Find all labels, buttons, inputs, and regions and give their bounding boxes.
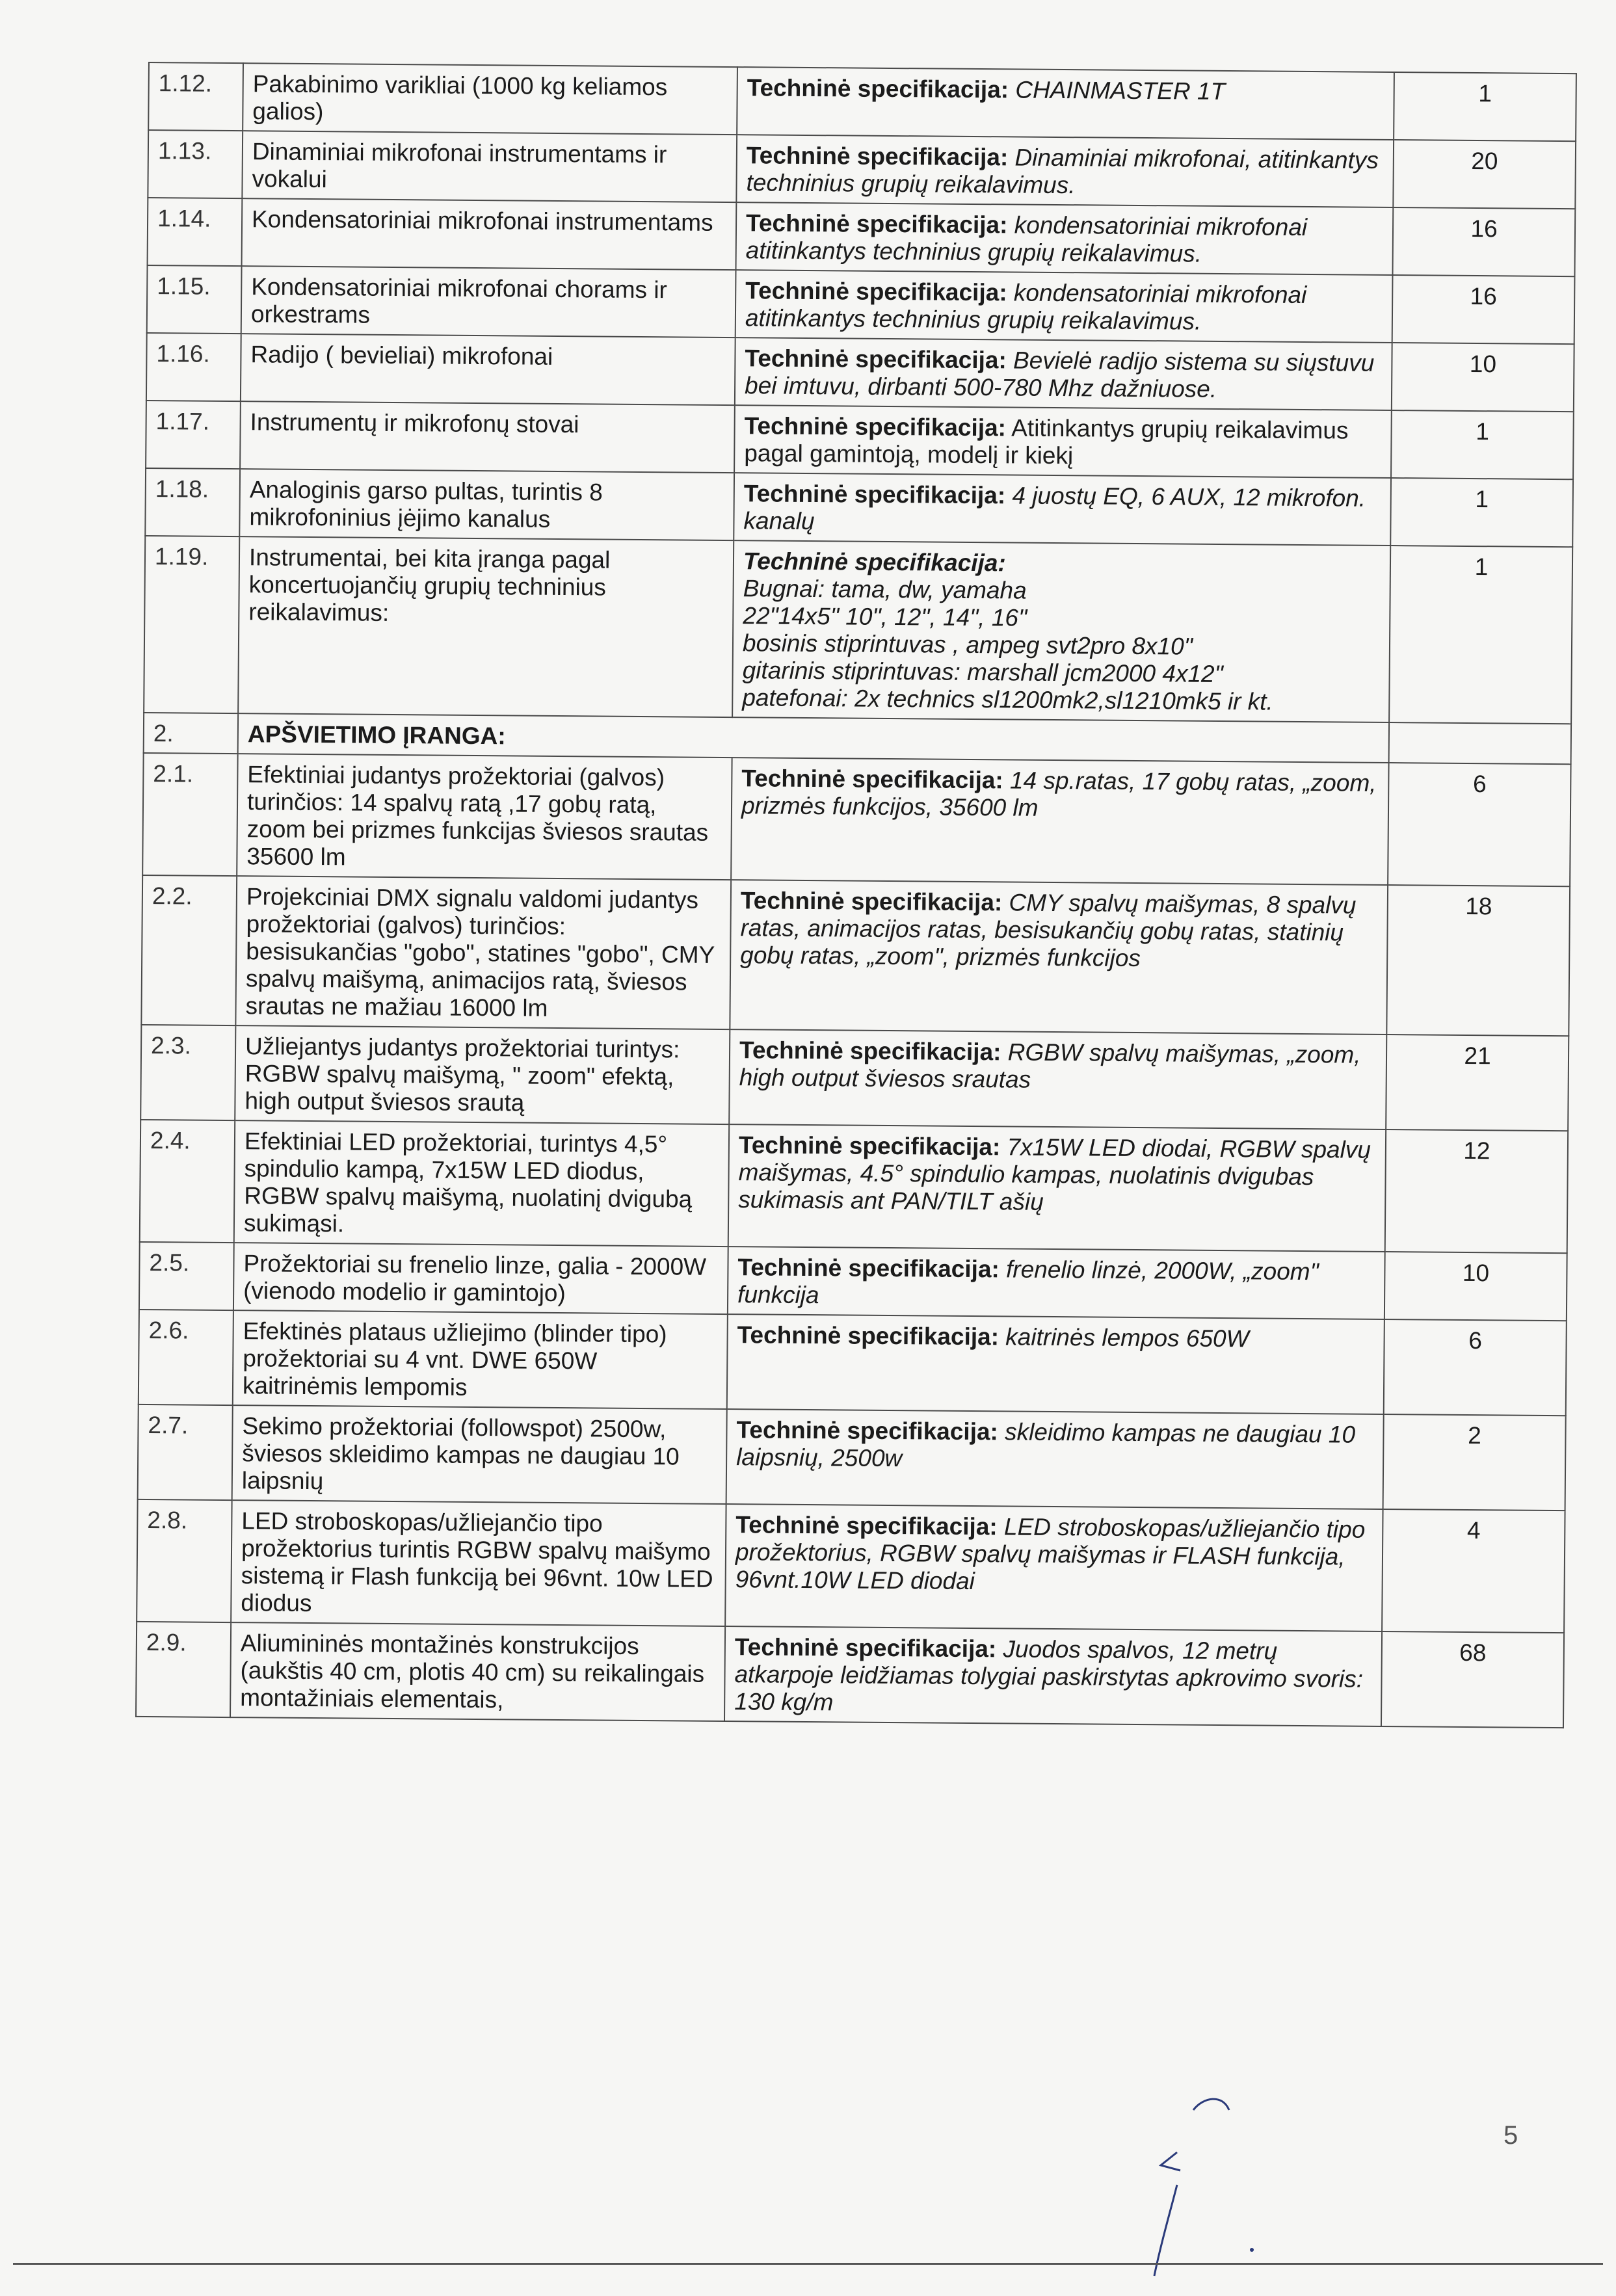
spec-text: LED stroboskopas/užliejančio tipo prožektorius, RGBW spalvų maišymas ir FLASH funkcija, 96vnt.10W LED diodai [735, 1513, 1366, 1595]
spec-label: Techninė specifikacija: [740, 887, 1003, 916]
row-number: 2.3. [140, 1025, 235, 1120]
table-row [141, 875, 1570, 1036]
spec-label: Techninė specifikacija: [747, 74, 1009, 103]
row-number: 2.2. [141, 875, 237, 1025]
item-name: Instrumentų ir mikrofonų stovai [240, 401, 735, 473]
table-row [147, 265, 1575, 344]
row-number: 1.14. [148, 198, 243, 266]
item-spec [736, 135, 1394, 207]
row-number: 1.16. [146, 333, 241, 401]
table-row [148, 62, 1576, 141]
item-name: Prožektoriai su frenelio linze, galia - 2000W (vienodo modelio ir gamintojo) [233, 1243, 728, 1314]
table-row [145, 468, 1573, 547]
spec-text: 4 juostų EQ, 6 AUX, 12 mikrofon. kanalų [743, 482, 1366, 535]
spec-label: Techninė specifikacija: [735, 1511, 998, 1540]
spec-label: Techninė specifikacija: [736, 1416, 999, 1445]
item-quantity: 12 [1385, 1129, 1568, 1253]
item-quantity: 1 [1389, 546, 1572, 724]
item-name: Kondensatoriniai mikrofonai chorams ir orkestrams [241, 266, 736, 337]
item-name: Efektiniai LED prožektoriai, turintys 4,5° spindulio kampą, 7x15W LED diodus, RGBW spalvų maišymą, nuolatinį dvigubą sukimąsi. [234, 1120, 729, 1247]
row-number: 2.9. [136, 1622, 231, 1717]
spec-label: Techninė specifikacija: [745, 209, 1008, 239]
spec-text: CMY spalvų maišymas, 8 spalvų ratas, animacijos ratas, besisukančių gobų ratas, statinių gobų ratas, „zoom", prizmės funkcijos [740, 889, 1357, 972]
table-row [144, 536, 1572, 724]
table-row [148, 198, 1576, 276]
row-number: 1.12. [148, 62, 243, 131]
item-quantity: 6 [1388, 763, 1570, 886]
item-quantity: 1 [1390, 478, 1573, 547]
item-name: Sekimo prožektoriai (followspot) 2500w, šviesos skleidimo kampas ne daugiau 10 laipsnių [232, 1405, 727, 1504]
table-row [140, 1025, 1569, 1131]
row-number: 2.1. [142, 753, 237, 876]
item-quantity: 1 [1394, 72, 1576, 141]
page-number: 5 [1503, 2121, 1518, 2150]
spec-label: Techninė specifikacija: [739, 1036, 1001, 1066]
spec-label: Techninė specifikacija: [745, 345, 1007, 374]
spec-text: Juodos spalvos, 12 metrų atkarpoje leidžiamas tolygiai paskirstytas apkrovimo svoris: 130 kg/m [734, 1635, 1364, 1716]
item-name: Kondensatoriniai mikrofonai instrumentams [242, 198, 737, 270]
item-name: Efektiniai judantys prožektoriai (galvos) turinčios: 14 spalvų ratą ,17 gobų ratą, zoom bei prizmes funkcijas šviesos srautas 35600 lm [237, 754, 732, 880]
table-row [137, 1499, 1565, 1633]
spec-text: skleidimo kampas ne daugiau 10 laipsnių, 2500w [736, 1418, 1356, 1472]
empty-cell [1389, 722, 1571, 764]
row-number: 1.18. [145, 468, 240, 536]
item-quantity: 16 [1392, 207, 1575, 276]
item-spec [734, 473, 1391, 546]
table-row [146, 333, 1574, 412]
item-quantity: 20 [1393, 140, 1576, 209]
spec-label: Techninė specifikacija: [741, 765, 1003, 794]
table-row [139, 1310, 1567, 1416]
row-number: 1.15. [147, 265, 242, 334]
item-name: Efektinės plataus užliejimo (blinder tipo) prožektoriai su 4 vnt. DWE 650W kaitrinėmis lempomis [233, 1310, 728, 1409]
spec-line: gitarinis stiprintuvas: marshall jcm2000 4x12" [742, 657, 1223, 688]
table-row [136, 1622, 1564, 1728]
spec-text: Dinaminiai mikrofonai, atitinkantys techninius grupių reikalavimus. [746, 144, 1379, 199]
specification-table [135, 62, 1577, 1728]
item-name: Aliumininės montažinės konstrukcijos (aukštis 40 cm, plotis 40 cm) su reikalingais montažiniais elementais, [230, 1622, 725, 1721]
item-spec [736, 202, 1394, 275]
section-title: APŠVIETIMO ĮRANGA: [238, 713, 1389, 763]
row-number: 2.7. [138, 1405, 233, 1500]
item-name: LED stroboskopas/užliejančio tipo prožektorius turintis RGBW spalvų maišymo sistemą ir Flash funkciją bei 96vnt. 10w LED diodus [231, 1500, 726, 1626]
item-quantity: 18 [1386, 885, 1570, 1036]
item-quantity: 10 [1392, 343, 1574, 412]
item-spec [735, 337, 1392, 410]
spec-lines [742, 575, 1381, 717]
table-row [140, 1120, 1568, 1253]
item-spec [731, 758, 1388, 885]
spec-line: bosinis stiprintuvas , ampeg svt2pro 8x10" [742, 629, 1193, 660]
spec-label: Techninė specifikacija: [737, 1321, 1000, 1351]
spec-text: Atitinkantys grupių reikalavimus pagal gamintoją, modelį ir kiekį [744, 414, 1349, 469]
item-spec [727, 1314, 1384, 1414]
item-quantity: 6 [1384, 1319, 1567, 1416]
spec-label: Techninė specifikacija: [745, 277, 1007, 306]
row-number: 2.5. [139, 1242, 234, 1310]
spec-text: kondensatoriniai mikrofonai atitinkantys techninius grupių reikalavimus. [745, 211, 1308, 267]
spec-text: frenelio linzė, 2000W, „zoom" funkcija [737, 1256, 1319, 1309]
spec-text: kaitrinės lempos 650W [1005, 1323, 1249, 1353]
item-name: Projekciniai DMX signalu valdomi judantys prožektoriai (galvos) turinčios: besisukančias "gobo", statines "gobo", CMY spalvų maišymą, animacijos ratą, šviesos srautas ne mažiau 16000 lm [235, 876, 731, 1029]
item-spec [730, 880, 1388, 1035]
item-quantity: 68 [1381, 1631, 1564, 1728]
item-spec [724, 1626, 1382, 1726]
row-number: 1.13. [148, 130, 243, 198]
item-spec [732, 540, 1390, 722]
table-row [148, 130, 1576, 209]
table-row [142, 753, 1570, 886]
item-quantity: 21 [1386, 1035, 1569, 1131]
spec-label: Techninė specifikacija: [746, 142, 1009, 171]
row-number: 2.6. [139, 1310, 233, 1405]
row-number: 1.17. [146, 401, 241, 469]
spec-label: Techninė specifikacija: [744, 412, 1007, 442]
spec-text: CHAINMASTER 1T [1015, 76, 1226, 105]
row-number: 1.19. [144, 536, 239, 713]
table-row [139, 1242, 1567, 1321]
item-spec [725, 1504, 1383, 1631]
spec-line: Bugnai: tama, dw, yamaha [743, 575, 1027, 604]
section-number: 2. [144, 713, 238, 754]
item-quantity: 2 [1383, 1414, 1566, 1511]
item-name: Pakabinimo varikliai (1000 kg keliamos galios) [243, 63, 737, 135]
item-spec [734, 405, 1392, 478]
spec-label: Techninė specifikacija: [734, 1633, 997, 1663]
item-spec [728, 1247, 1385, 1319]
spec-label: Techninė specifikacija: [743, 548, 1006, 577]
item-quantity: 10 [1384, 1252, 1567, 1321]
item-name: Radijo ( bevieliai) mikrofonai [241, 334, 735, 405]
spec-label: Techninė specifikacija: [743, 480, 1006, 509]
divider [13, 2263, 1603, 2265]
item-spec [728, 1124, 1386, 1252]
item-spec [737, 67, 1394, 140]
row-number: 2.8. [137, 1499, 232, 1622]
item-spec [726, 1409, 1384, 1509]
item-name: Analoginis garso pultas, turintis 8 mikrofoninius įėjimo kanalus [239, 469, 734, 540]
item-spec [729, 1029, 1386, 1129]
item-quantity: 1 [1391, 410, 1574, 479]
item-name: Dinaminiai mikrofonai instrumentams ir vokalui [242, 131, 737, 202]
table-row [138, 1405, 1566, 1511]
handwritten-signature [1132, 2094, 1288, 2289]
item-name: Instrumentai, bei kita įranga pagal koncertuojančių grupių techninius reikalavimus: [238, 536, 734, 717]
table-row [146, 401, 1574, 479]
item-quantity: 4 [1382, 1509, 1565, 1633]
spec-text: Bevielė radijo sistema su siųstuvu bei imtuvu, dirbanti 500-780 Mhz dažniuose. [744, 347, 1375, 402]
spec-label: Techninė specifikacija: [738, 1131, 1001, 1161]
spec-text: RGBW spalvų maišymas, „zoom, high output šviesos srautas [739, 1038, 1361, 1093]
row-number: 2.4. [140, 1120, 235, 1243]
item-spec [735, 270, 1393, 343]
item-name: Užliejantys judantys prožektoriai turintys: RGBW spalvų maišymą, " zoom" efektą, high output šviesos srautą [235, 1025, 730, 1124]
item-quantity: 16 [1392, 275, 1575, 344]
spec-text: 14 sp.ratas, 17 gobų ratas, „zoom, prizmės funkcijos, 35600 lm [741, 767, 1377, 821]
spec-line: patefonai: 2x technics sl1200mk2,sl1210mk5 ir kt. [742, 684, 1273, 715]
spec-line: 22"14x5" 10", 12", 14", 16" [743, 602, 1027, 631]
spec-text: kondensatoriniai mikrofonai atitinkantys techninius grupių reikalavimus. [745, 279, 1307, 335]
spec-text: 7x15W LED diodai, RGBW spalvų maišymas, 4.5° spindulio kampas, nuolatinis dvigubas sukimasis ant PAN/TILT ašių [738, 1133, 1371, 1215]
spec-label: Techninė specifikacija: [737, 1254, 1000, 1283]
